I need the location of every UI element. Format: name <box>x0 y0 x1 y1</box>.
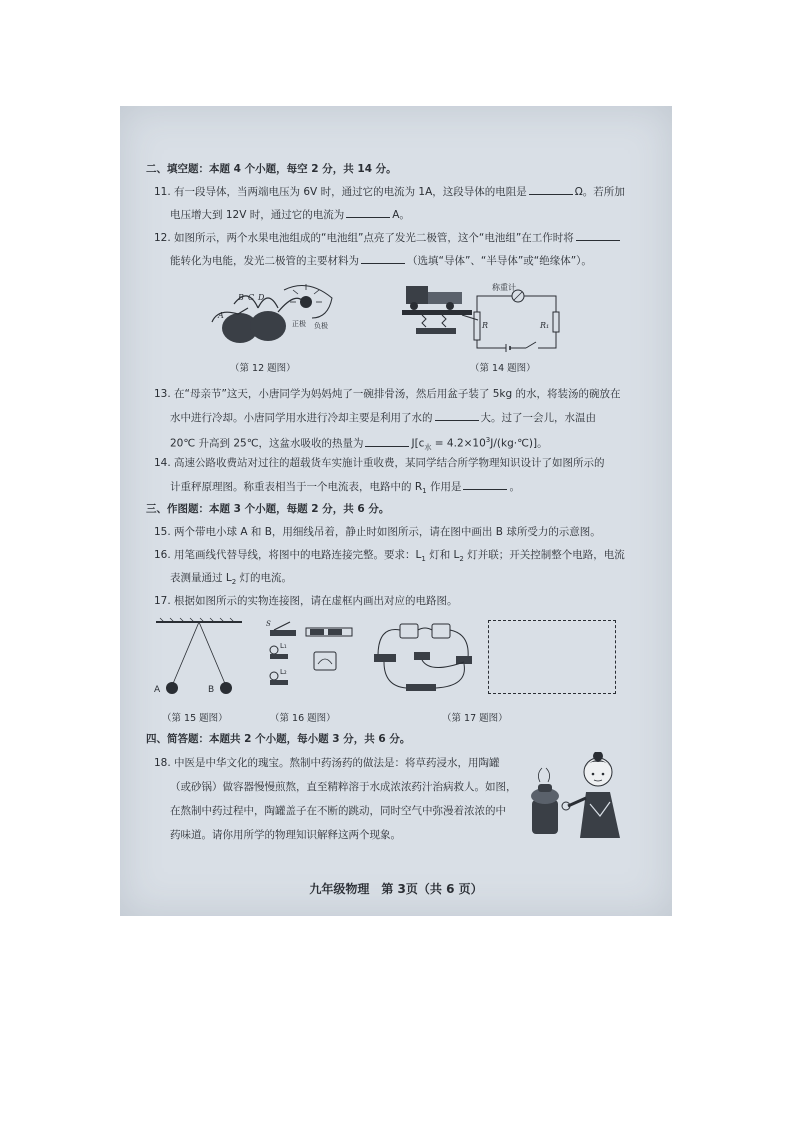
label-r: R <box>482 321 489 330</box>
question-14-line1: 14. 高速公路收费站对过往的超载货车实施计重收费，某同学结合所学物理知识设计了如图所示的 <box>154 457 605 469</box>
fruit-battery-figure <box>208 278 338 346</box>
question-14-line2: 计重秤原理图。称重表相当于一个电流表，电路中的 $R_1$ 作用是 。 <box>170 481 520 496</box>
label-b: B <box>238 293 244 302</box>
label-a: A <box>218 311 224 320</box>
answer-blank[interactable] <box>365 436 409 447</box>
answer-drawing-box[interactable] <box>488 620 616 694</box>
label-negative: 负极 <box>314 322 328 330</box>
label-l1: L₁ <box>280 642 287 650</box>
herbal-medicine-cartoon <box>528 752 628 840</box>
label-scale-meter: 称重计 <box>492 283 516 292</box>
weighing-scale-figure <box>402 278 572 356</box>
label-switch: S <box>266 620 271 628</box>
section-4-heading: 四、简答题：本题共 2 个小题，每小题 3 分，共 6 分。 <box>146 733 411 745</box>
answer-blank[interactable] <box>529 184 573 195</box>
label-ball-b: B <box>208 685 215 695</box>
question-13-line2: 水中进行冷却。小唐同学用水进行冷却主要是利用了水的 大。过了一会儿，水温由 <box>170 412 596 424</box>
label-l2: L₂ <box>280 668 287 676</box>
figure-12-caption: （第 12 题图） <box>230 363 296 374</box>
question-13-line3: 20℃ 升高到 25℃，这盆水吸收的热量为 $J[c_水$ = $4.2\times 10^3J/(kg\cdot℃)$]。 <box>170 436 548 452</box>
question-16-line1: 16. 用笔画线代替导线，将图中的电路连接完整。要求：$L_1$ 灯和 $L_2$ 灯并联；开关控制整个电路，电流 <box>154 549 625 564</box>
exam-page <box>120 106 672 916</box>
section-3-heading: 三、作图题：本题 3 个小题，每题 2 分，共 6 分。 <box>146 503 390 515</box>
answer-blank[interactable] <box>435 410 479 421</box>
wiring-diagram-figure <box>370 616 476 700</box>
answer-blank[interactable] <box>361 253 405 264</box>
figure-16-caption: （第 16 题图） <box>270 713 336 724</box>
question-16-line2: 表测量通过 $L_2$ 灯的电流。 <box>170 572 292 587</box>
figure-15-caption: （第 15 题图） <box>162 713 228 724</box>
page-footer: 九年级物理 第 3页（共 6 页） <box>309 882 483 896</box>
question-18-line1: 18. 中医是中华文化的瑰宝。熬制中药汤药的做法是：将草药浸水，用陶罐 <box>154 757 500 769</box>
section-2-heading: 二、填空题：本题 4 个小题，每空 2 分，共 14 分。 <box>146 163 397 175</box>
label-r1: R₁ <box>540 321 550 330</box>
figure-14-caption: （第 14 题图） <box>470 363 536 374</box>
question-17: 17. 根据如图所示的实物连接图，请在虚框内画出对应的电路图。 <box>154 595 458 607</box>
label-c: C <box>248 293 255 302</box>
question-18-line2: （或砂锅）做容器慢慢煎熬，直至精粹溶于水成浓浓药汁治病救人。如图， <box>170 781 517 793</box>
label-positive: 正极 <box>292 320 306 328</box>
question-12-line1: 12. 如图所示，两个水果电池组成的“电池组”点亮了发光二极管，这个“电池组”在工作时将 <box>154 230 622 245</box>
label-ball-a: A <box>154 685 161 695</box>
question-15: 15. 两个带电小球 A 和 B，用细线吊着，静止时如图所示，请在图中画出 B 球所受力的示意图。 <box>154 526 601 538</box>
answer-blank[interactable] <box>576 230 620 241</box>
question-11-line2: 电压增大到 12V 时，通过它的电流为 A。 <box>170 209 410 221</box>
question-18-line4: 药味道。请你用所学的物理知识解释这两个现象。 <box>170 829 401 841</box>
question-12-line2: 能转化为电能，发光二极管的主要材料为 （选填“导体”、“半导体”或“绝缘体”）。 <box>170 255 592 267</box>
answer-blank[interactable] <box>346 207 390 218</box>
question-18-line3: 在熬制中药过程中，陶罐盖子在不断的跳动，同时空气中弥漫着浓浓的中 <box>170 805 506 817</box>
circuit-components-figure <box>262 616 362 700</box>
label-d: D <box>258 293 265 302</box>
question-11-line1: 11. 有一段导体，当两端电压为 6V 时，通过它的电流为 1A，这段导体的电阻是 Ω。若所加 <box>154 186 625 198</box>
charged-balls-figure <box>154 616 244 700</box>
figure-17-caption: （第 17 题图） <box>442 713 508 724</box>
answer-blank[interactable] <box>463 479 507 490</box>
question-13-line1: 13. 在“母亲节”这天，小唐同学为妈妈炖了一碗排骨汤，然后用盆子装了 5kg 的水，将装汤的碗放在 <box>154 388 621 400</box>
